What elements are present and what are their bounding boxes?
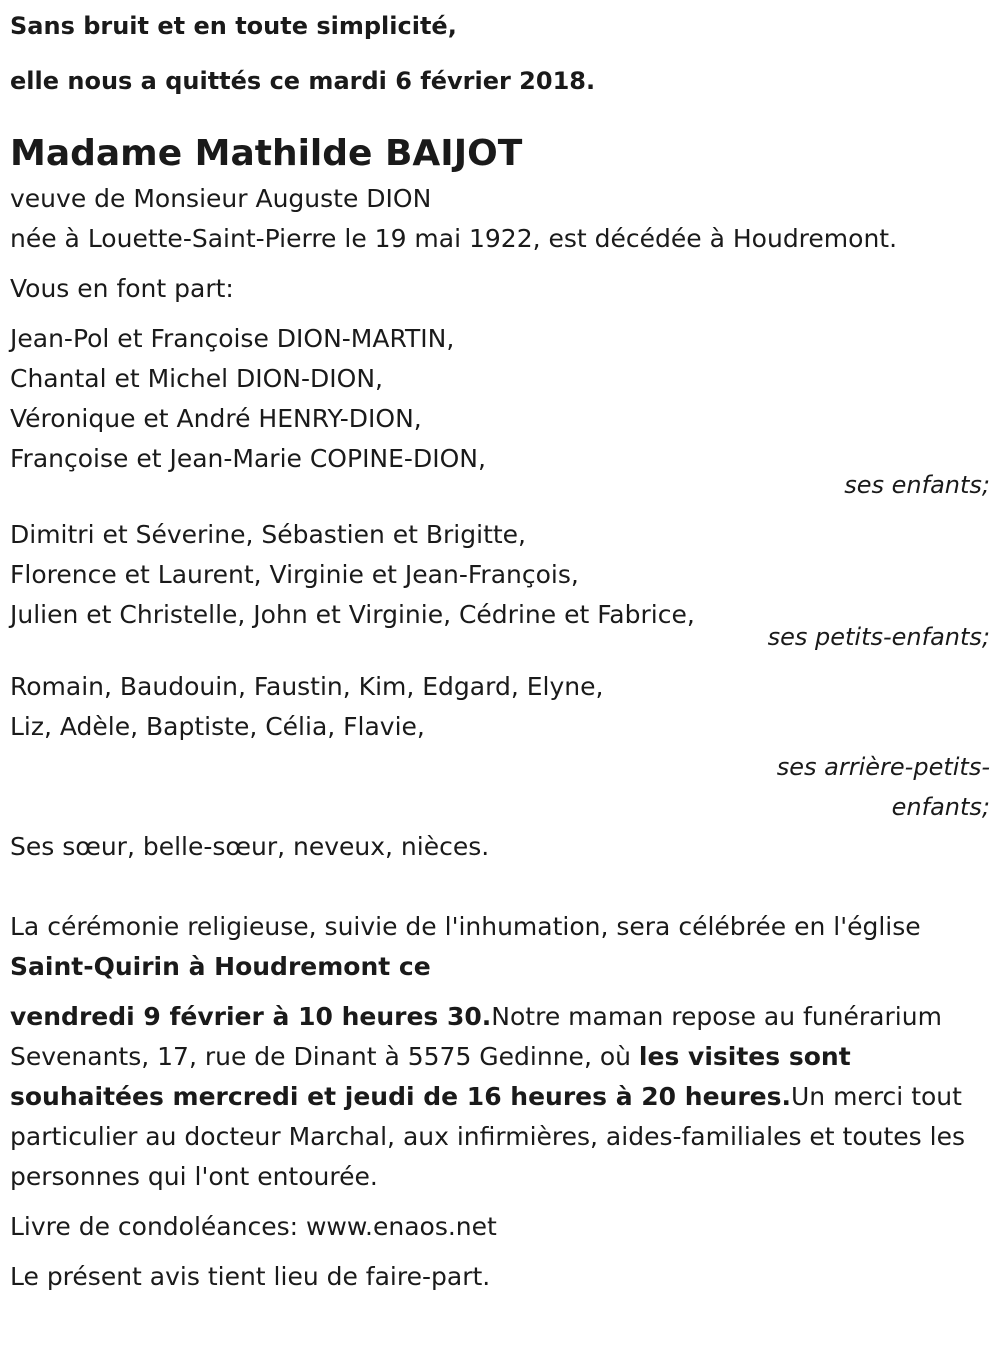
condolences-line: Livre de condoléances: www.enaos.net [10,1212,497,1241]
grandchildren-role: ses petits-enfants; [767,623,990,651]
grandchildren-line: Dimitri et Séverine, Sébastien et Brigitte, [10,520,527,549]
ceremony-details [10,997,990,1197]
children-line: Françoise et Jean-Marie COPINE-DION, [10,444,486,473]
ceremony-line: La cérémonie religieuse, suivie de l'inhumation, sera célébrée en l'église [10,912,921,941]
great-grandchildren-role-line-2: enfants; [891,793,990,821]
ceremony-place: Saint-Quirin à Houdremont ce [10,952,431,981]
grandchildren-group [10,515,990,657]
widow-line: veuve de Monsieur Auguste DION [10,184,432,213]
announce-line: Vous en font part: [10,274,234,303]
grandchildren-line: Florence et Laurent, Virginie et Jean-François, [10,560,579,589]
children-role: ses enfants; [844,471,990,499]
children-line: Chantal et Michel DION-DION, [10,364,383,393]
deceased-name: Madame Mathilde BAIJOT [10,133,523,174]
ceremony-date: vendredi 9 février à 10 heures 30. [10,1002,492,1031]
thanks-text: Un merci tout particulier au docteur Marchal, aux infirmières, aides-familiales et toutes les personnes qui l'ont entourée. [10,1082,966,1191]
children-group [10,319,990,505]
funerarium-text: Notre maman repose au funérarium Sevenants, 17, rue de Dinant à 5575 Gedinne, où [10,1002,942,1071]
intro-line-2: elle nous a quittés ce mardi 6 février 2018. [10,67,596,95]
intro-line-1: Sans bruit et en toute simplicité, [10,12,457,40]
grandchildren-line: Julien et Christelle, John et Virginie, Cédrine et Fabrice, [10,600,695,629]
siblings-line: Ses sœur, belle-sœur, neveux, nièces. [10,832,490,861]
birth-death-line: née à Louette-Saint-Pierre le 19 mai 1922, est décédée à Houdremont. [10,224,898,253]
visits-text: les visites sont souhaitées mercredi et jeudi de 16 heures à 20 heures. [10,1042,851,1111]
children-line: Jean-Pol et Françoise DION-MARTIN, [10,324,455,353]
great-grandchildren-line: Liz, Adèle, Baptiste, Célia, Flavie, [10,712,425,741]
great-grandchildren-group [10,667,990,827]
children-line: Véronique et André HENRY-DION, [10,404,422,433]
great-grandchildren-line: Romain, Baudouin, Faustin, Kim, Edgard, Elyne, [10,672,604,701]
closing-line: Le présent avis tient lieu de faire-part. [10,1262,491,1291]
great-grandchildren-role-line-1: ses arrière-petits- [776,753,990,781]
